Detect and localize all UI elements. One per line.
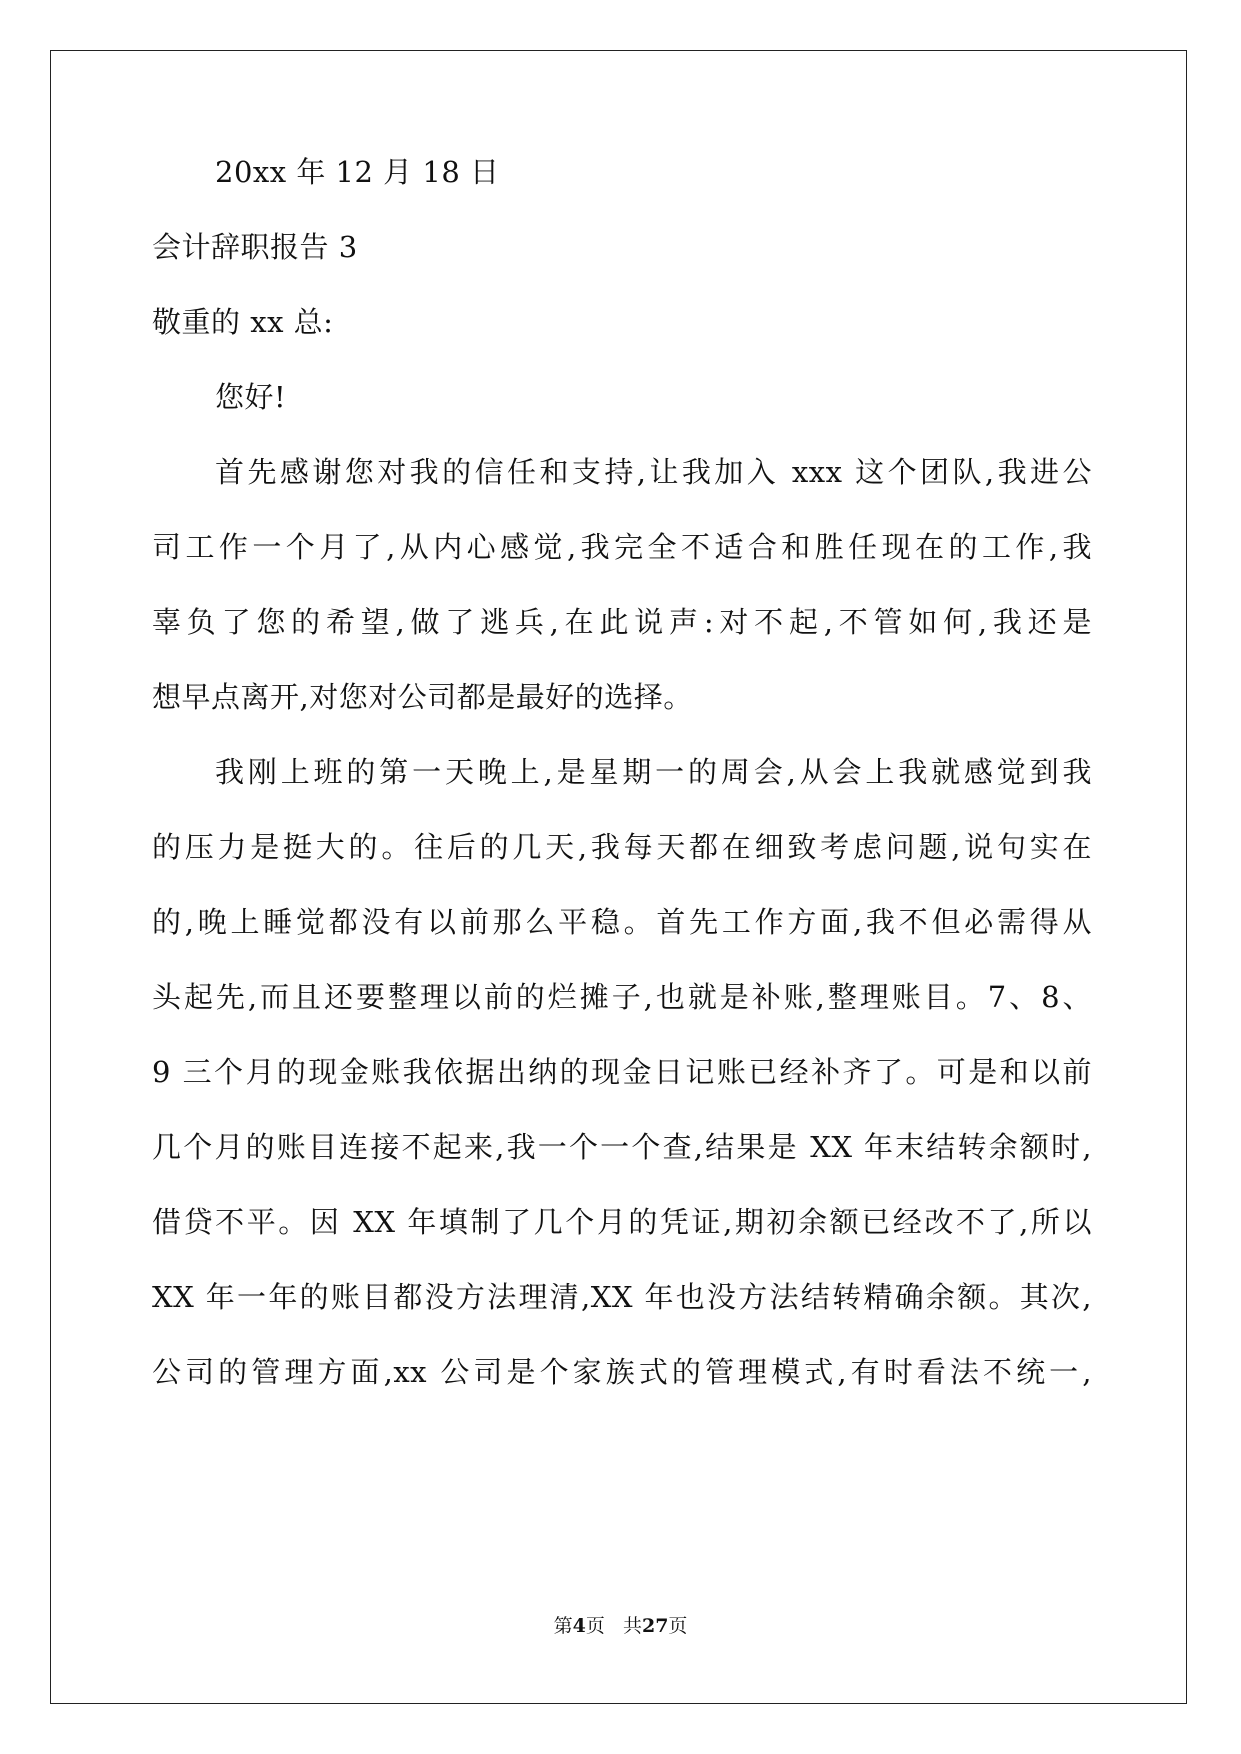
total-unit: 页	[668, 1615, 688, 1637]
page-current: 4	[572, 1615, 586, 1637]
page-footer	[0, 1614, 1241, 1638]
page-total: 27	[641, 1615, 669, 1637]
greeting: 您好!	[215, 380, 287, 414]
paragraph-1-line-1: 首先感谢您对我的信任和支持,让我加入 xxx 这个团队,我进公	[215, 455, 1092, 489]
paragraph-1-line-2: 司工作一个月了,从内心感觉,我完全不适合和胜任现在的工作,我	[152, 530, 1092, 564]
paragraph-2-line-6: 几个月的账目连接不起来,我一个一个查,结果是 XX 年末结转余额时,	[152, 1130, 1092, 1164]
paragraph-2-line-9: 公司的管理方面,xx 公司是个家族式的管理模式,有时看法不统一,	[152, 1355, 1092, 1389]
paragraph-2-line-1: 我刚上班的第一天晚上,是星期一的周会,从会上我就感觉到我	[215, 755, 1092, 789]
page-border	[50, 50, 1187, 1704]
total-prefix: 共	[622, 1615, 642, 1637]
page-prefix: 第	[553, 1615, 573, 1637]
date-line: 20xx 年 12 月 18 日	[215, 155, 500, 189]
paragraph-2-line-3: 的,晚上睡觉都没有以前那么平稳。首先工作方面,我不但必需得从	[152, 905, 1092, 939]
paragraph-2-line-2: 的压力是挺大的。往后的几天,我每天都在细致考虑问题,说句实在	[152, 830, 1092, 864]
paragraph-1-line-3: 辜负了您的希望,做了逃兵,在此说声:对不起,不管如何,我还是	[152, 605, 1092, 639]
document-title: 会计辞职报告 3	[152, 230, 358, 264]
paragraph-1-line-4: 想早点离开,对您对公司都是最好的选择。	[152, 680, 693, 714]
paragraph-2-line-8: XX 年一年的账目都没方法理清,XX 年也没方法结转精确余额。其次,	[152, 1280, 1092, 1314]
paragraph-2-line-7: 借贷不平。因 XX 年填制了几个月的凭证,期初余额已经改不了,所以	[152, 1205, 1092, 1239]
salutation: 敬重的 xx 总:	[152, 305, 334, 339]
paragraph-2-line-5: 9 三个月的现金账我依据出纳的现金日记账已经补齐了。可是和以前	[152, 1055, 1092, 1089]
paragraph-2-line-4: 头起先,而且还要整理以前的烂摊子,也就是补账,整理账目。7、8、	[152, 980, 1092, 1014]
page-unit: 页	[585, 1615, 605, 1637]
